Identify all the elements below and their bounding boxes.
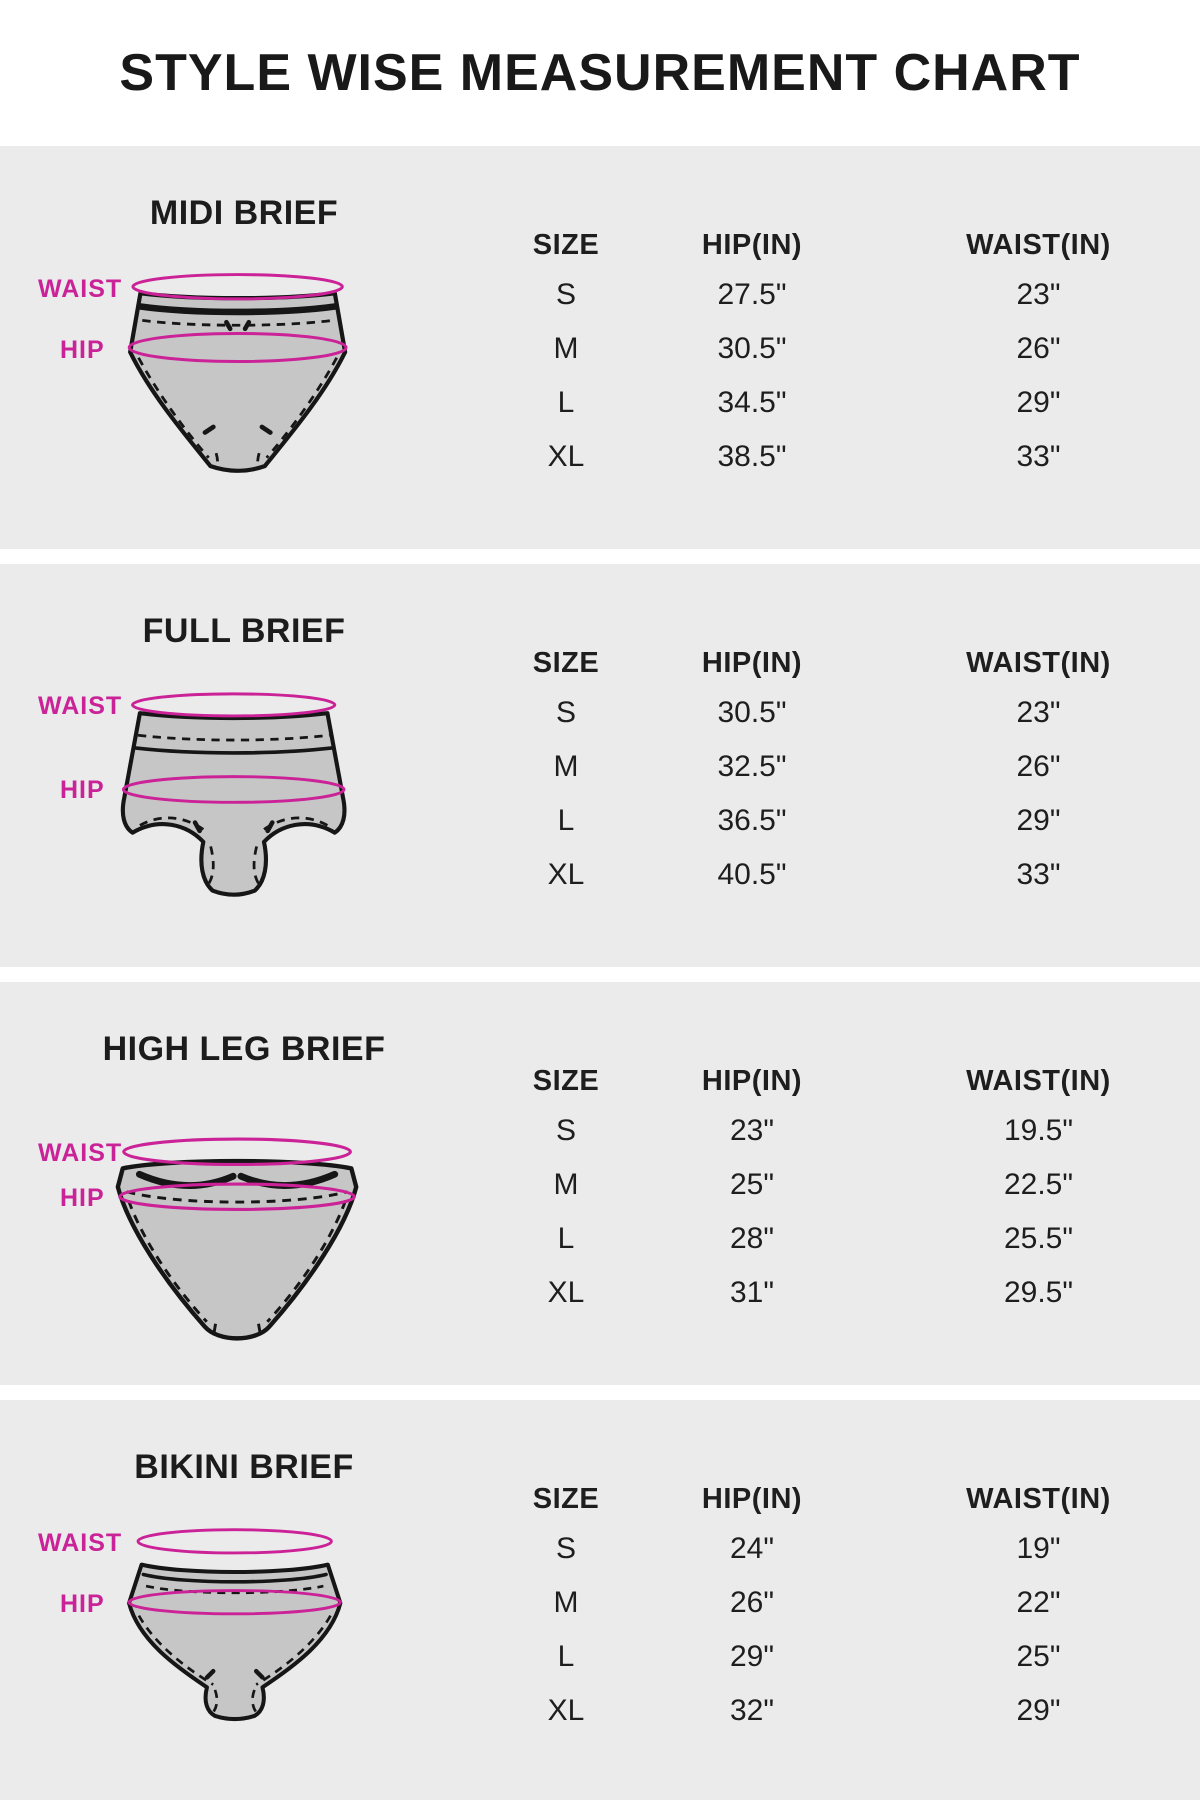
table-row (460, 322, 1200, 376)
size-cell: S (555, 696, 576, 729)
hip-label: HIP (60, 1590, 105, 1618)
garment-body (130, 293, 345, 471)
column-header-hip: HIP(IN) (701, 1064, 803, 1097)
table-row (460, 1684, 1200, 1738)
column-header-hip: HIP(IN) (701, 1482, 803, 1515)
table-row (460, 1158, 1200, 1212)
size-cell: XL (547, 440, 585, 473)
table-row (460, 268, 1200, 322)
size-cell: M (553, 332, 579, 365)
column-header-waist: WAIST(IN) (966, 228, 1111, 261)
hip-cell: 40.5" (717, 858, 787, 891)
size-cell: S (555, 1532, 576, 1565)
table-row (460, 1104, 1200, 1158)
hip-cell: 30.5" (717, 332, 787, 365)
hip-cell: 32.5" (717, 750, 787, 783)
hip-cell: 23" (729, 1114, 775, 1147)
section-midi-brief (0, 146, 1200, 549)
full-brief-drawing (116, 690, 355, 911)
waist-cell: 22" (1016, 1586, 1061, 1619)
waist-cell: 19" (1016, 1532, 1061, 1565)
midi-brief-drawing (118, 268, 361, 483)
size-cell: M (553, 1586, 579, 1619)
waist-cell: 26" (1016, 750, 1061, 783)
column-header-size: SIZE (532, 228, 600, 261)
table-row (460, 686, 1200, 740)
size-cell: L (557, 804, 575, 837)
midi-brief-illustration (0, 146, 470, 549)
table-row (460, 376, 1200, 430)
section-title: BIKINI BRIEF (134, 1448, 354, 1486)
waist-cell: 25.5" (1003, 1222, 1074, 1255)
bikini-brief-illustration (0, 1400, 470, 1800)
section-title: HIGH LEG BRIEF (102, 1030, 386, 1068)
waist-cell: 23" (1016, 696, 1061, 729)
table-row (460, 794, 1200, 848)
hip-cell: 32" (729, 1694, 775, 1727)
column-header-size: SIZE (532, 1064, 600, 1097)
waist-cell: 29" (1016, 386, 1061, 419)
waist-label: WAIST (38, 692, 123, 720)
hip-label: HIP (60, 336, 105, 364)
table-row (460, 1522, 1200, 1576)
size-cell: L (557, 386, 575, 419)
size-table (460, 146, 1200, 484)
hip-label: HIP (60, 776, 105, 804)
column-header-hip: HIP(IN) (701, 228, 803, 261)
table-row (460, 848, 1200, 902)
hip-cell: 28" (729, 1222, 775, 1255)
column-header-waist: WAIST(IN) (966, 1064, 1111, 1097)
waist-measure-ellipse (138, 1530, 331, 1553)
waist-cell: 26" (1016, 332, 1061, 365)
size-cell: S (555, 1114, 576, 1147)
hip-cell: 29" (729, 1640, 775, 1673)
hip-cell: 25" (729, 1168, 775, 1201)
size-table (460, 982, 1200, 1320)
high-leg-brief-illustration (0, 982, 470, 1385)
size-table (460, 564, 1200, 902)
page-title: STYLE WISE MEASUREMENT CHART (119, 44, 1081, 102)
table-header-row (460, 222, 1200, 268)
high-leg-brief-drawing (112, 1136, 366, 1361)
size-cell: M (553, 1168, 579, 1201)
table-row (460, 430, 1200, 484)
table-row (460, 1576, 1200, 1630)
waist-label: WAIST (38, 1139, 123, 1167)
table-header-row (460, 1058, 1200, 1104)
waist-cell: 22.5" (1003, 1168, 1074, 1201)
section-high-leg-brief (0, 982, 1200, 1385)
hip-cell: 34.5" (717, 386, 787, 419)
waist-measure-ellipse (133, 275, 342, 299)
column-header-hip: HIP(IN) (701, 646, 803, 679)
column-header-waist: WAIST(IN) (966, 1482, 1111, 1515)
section-title: FULL BRIEF (142, 612, 346, 650)
table-row (460, 1630, 1200, 1684)
waist-cell: 33" (1016, 440, 1061, 473)
size-cell: L (557, 1222, 575, 1255)
table-row (460, 740, 1200, 794)
hip-cell: 26" (729, 1586, 775, 1619)
hip-cell: 30.5" (717, 696, 787, 729)
hip-cell: 27.5" (717, 278, 787, 311)
waist-cell: 29" (1016, 804, 1061, 837)
size-cell: L (557, 1640, 575, 1673)
full-brief-illustration (0, 564, 470, 967)
section-bikini-brief (0, 1400, 1200, 1800)
hip-cell: 31" (729, 1276, 775, 1309)
table-header-row (460, 640, 1200, 686)
hip-cell: 36.5" (717, 804, 787, 837)
waist-cell: 25" (1016, 1640, 1061, 1673)
column-header-size: SIZE (532, 646, 600, 679)
waist-label: WAIST (38, 275, 123, 303)
size-cell: S (555, 278, 576, 311)
waist-cell: 33" (1016, 858, 1061, 891)
size-table (460, 1400, 1200, 1738)
table-row (460, 1266, 1200, 1320)
size-cell: XL (547, 1276, 585, 1309)
waist-cell: 19.5" (1003, 1114, 1074, 1147)
hip-cell: 24" (729, 1532, 775, 1565)
size-cell: M (553, 750, 579, 783)
waist-measure-ellipse (133, 694, 335, 716)
waist-cell: 29" (1016, 1694, 1061, 1727)
waist-cell: 23" (1016, 278, 1061, 311)
bikini-brief-drawing (120, 1527, 353, 1724)
table-row (460, 1212, 1200, 1266)
column-header-size: SIZE (532, 1482, 600, 1515)
size-cell: XL (547, 858, 585, 891)
section-full-brief (0, 564, 1200, 967)
waist-label: WAIST (38, 1529, 123, 1557)
hip-cell: 38.5" (717, 440, 787, 473)
section-title: MIDI BRIEF (149, 194, 339, 232)
waist-cell: 29.5" (1003, 1276, 1074, 1309)
table-header-row (460, 1476, 1200, 1522)
column-header-waist: WAIST(IN) (966, 646, 1111, 679)
size-cell: XL (547, 1694, 585, 1727)
hip-label: HIP (60, 1184, 105, 1212)
